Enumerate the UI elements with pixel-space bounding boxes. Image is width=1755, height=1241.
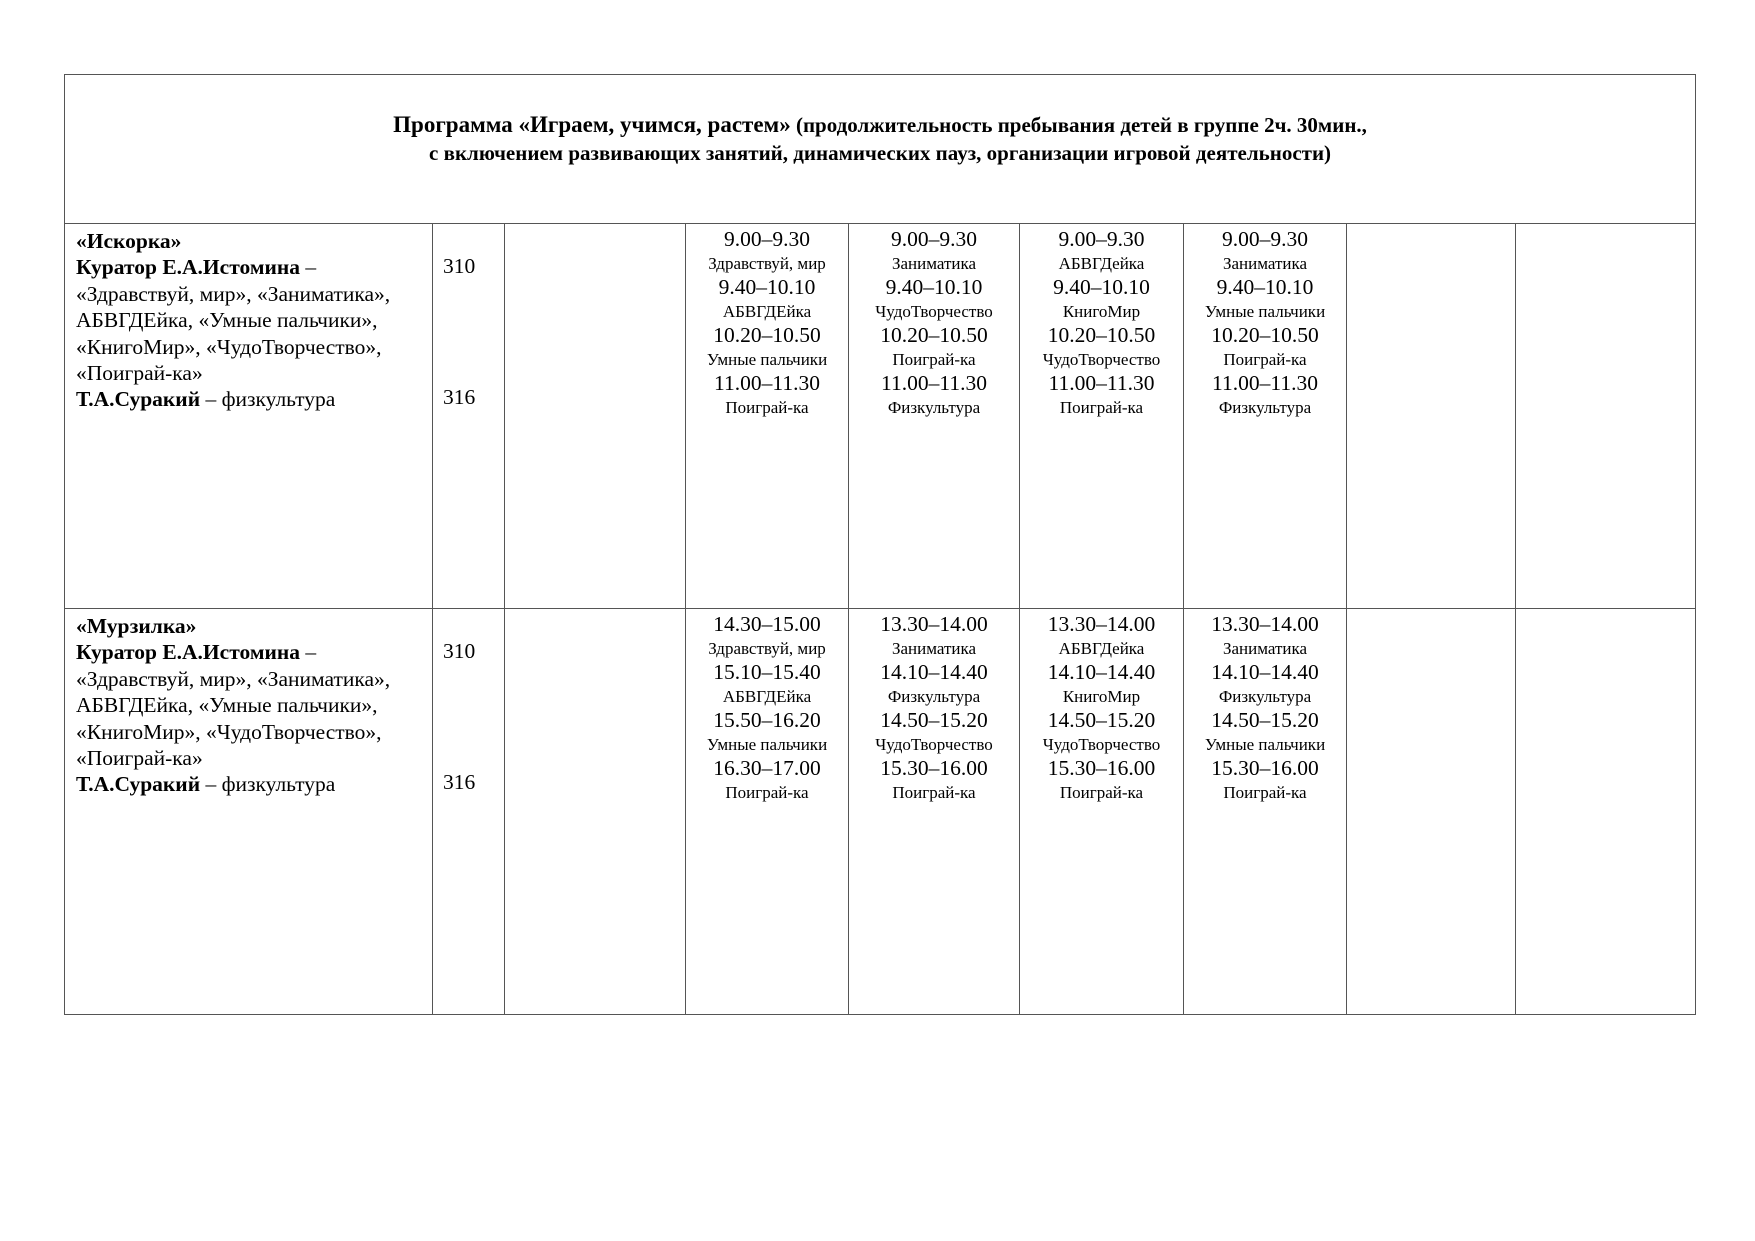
slot-time: 14.30–15.00 [713,612,821,636]
slot-time: 14.10–14.40 [1211,660,1319,684]
slot-time: 10.20–10.50 [1047,323,1156,347]
slot-time: 14.50–15.20 [1211,708,1319,732]
slot-time: 16.30–17.00 [713,756,821,780]
day-cell [686,224,849,609]
slot-time: 11.00–11.30 [714,371,820,395]
subjects-list: «Здравствуй, мир», «Заниматика», АБВГДЕйка, «Умные пальчики», «КнигоМир», «ЧудоТворчество», «Поиграй-ка» [76,281,391,386]
slot-name: АБВГДейка [1058,639,1145,658]
slot-name: КнигоМир [1062,302,1141,321]
empty-cell [1516,224,1696,609]
day-cell [849,224,1020,609]
slot-name: КнигоМир [1062,687,1141,706]
slot-name: Заниматика [1222,254,1308,273]
room-number: 316 [443,385,476,409]
room-cell [433,224,505,609]
slot-name: Умные пальчики [1204,302,1326,321]
slot-name: Поиграй-ка [1059,783,1144,802]
slot-name: ЧудоТворчество [875,735,993,754]
curator-dash: – [300,255,317,280]
empty-cell [505,609,686,1015]
slot-time: 9.00–9.30 [1058,227,1145,251]
slot-time: 15.30–16.00 [1047,756,1156,780]
slot-time: 10.20–10.50 [880,323,988,347]
slot-time: 11.00–11.30 [881,371,987,395]
day-cell [1184,609,1347,1015]
header-row [65,75,1696,224]
day-cell [1184,224,1347,609]
group-info-cell [65,609,433,1015]
slot-name: АБВГДейка [1058,254,1145,273]
curator-name: Куратор Е.А.Истомина [76,255,300,280]
curator-name: Куратор Е.А.Истомина [76,640,300,665]
slot-time: 9.40–10.10 [1216,275,1314,299]
day-cell [686,609,849,1015]
slot-name: Физкультура [1218,687,1312,706]
program-header [65,75,1696,224]
slot-time: 13.30–14.00 [880,612,988,636]
slot-name: Умные пальчики [1204,735,1326,754]
slot-name: Заниматика [1222,639,1308,658]
slot-name: Здравствуй, мир [708,639,826,658]
teacher-subject: – физкультура [200,387,336,412]
subjects-list: «Здравствуй, мир», «Заниматика», АБВГДЕйка, «Умные пальчики», «КнигоМир», «ЧудоТворчество», «Поиграй-ка» [76,666,391,771]
slot-name: Поиграй-ка [892,783,976,802]
slot-name: Заниматика [891,639,977,658]
slot-time: 10.20–10.50 [1211,323,1319,347]
slot-time: 14.50–15.20 [1047,708,1156,732]
slot-time: 15.30–16.00 [1211,756,1319,780]
slot-time: 11.00–11.30 [1212,371,1318,395]
program-title-rest: (продолжительность пребывания детей в группе 2ч. 30мин., [790,113,1367,137]
empty-cell [505,224,686,609]
room-number: 316 [443,770,476,794]
slot-time: 9.40–10.10 [885,275,983,299]
day-cell [1020,224,1184,609]
room-number: 310 [443,639,476,663]
day-cell [1020,609,1184,1015]
slot-time: 13.30–14.00 [1047,612,1156,636]
slot-time: 9.00–9.30 [724,227,810,251]
teacher-name: Т.А.Суракий [76,387,201,412]
room-cell [433,609,505,1015]
slot-time: 10.20–10.50 [713,323,821,347]
program-title [65,111,1695,167]
empty-cell [1516,609,1696,1015]
slot-time: 14.10–14.40 [1047,660,1156,684]
group-name: «Мурзилка» [76,614,197,638]
slot-time: 9.00–9.30 [1222,227,1308,251]
slot-name: АБВГДЕйка [722,687,812,706]
slot-time: 9.40–10.10 [718,275,816,299]
slot-name: Поиграй-ка [725,783,809,802]
teacher-name: Т.А.Суракий [76,772,201,797]
slot-time: 14.50–15.20 [880,708,988,732]
group-row-2 [65,609,1696,1015]
slot-time: 9.40–10.10 [1053,275,1150,299]
room-number: 310 [443,254,476,278]
slot-time: 11.00–11.30 [1048,371,1155,395]
program-title-line2: с включением развивающих занятий, динамических пауз, организации игровой деятельности) [429,141,1332,165]
slot-name: Поиграй-ка [1223,350,1307,369]
slot-time: 15.10–15.40 [713,660,821,684]
slot-time: 15.30–16.00 [880,756,988,780]
slot-name: Умные пальчики [706,350,828,369]
slot-name: Поиграй-ка [725,398,809,417]
empty-cell [1347,609,1516,1015]
slot-time: 9.00–9.30 [891,227,977,251]
slot-name: Поиграй-ка [892,350,976,369]
slot-name: ЧудоТворчество [1042,350,1161,369]
curator-dash: – [300,640,317,665]
program-title-bold: Программа «Играем, учимся, растем» [393,112,791,137]
slot-time: 13.30–14.00 [1211,612,1319,636]
empty-cell [1347,224,1516,609]
slot-name: Заниматика [891,254,977,273]
group-row-1 [65,224,1696,609]
slot-name: АБВГДЕйка [722,302,812,321]
slot-name: Умные пальчики [706,735,828,754]
slot-name: Поиграй-ка [1059,398,1144,417]
slot-name: ЧудоТворчество [875,302,993,321]
teacher-subject: – физкультура [200,772,336,797]
slot-time: 15.50–16.20 [713,708,821,732]
group-name: «Искорка» [76,229,182,253]
day-cell [849,609,1020,1015]
slot-name: Поиграй-ка [1223,783,1307,802]
slot-name: Физкультура [887,687,981,706]
slot-name: ЧудоТворчество [1042,735,1161,754]
slot-name: Здравствуй, мир [708,254,826,273]
schedule-table [64,74,1696,1015]
group-info-cell [65,224,433,609]
slot-name: Физкультура [1218,398,1312,417]
slot-time: 14.10–14.40 [880,660,988,684]
slot-name: Физкультура [887,398,981,417]
